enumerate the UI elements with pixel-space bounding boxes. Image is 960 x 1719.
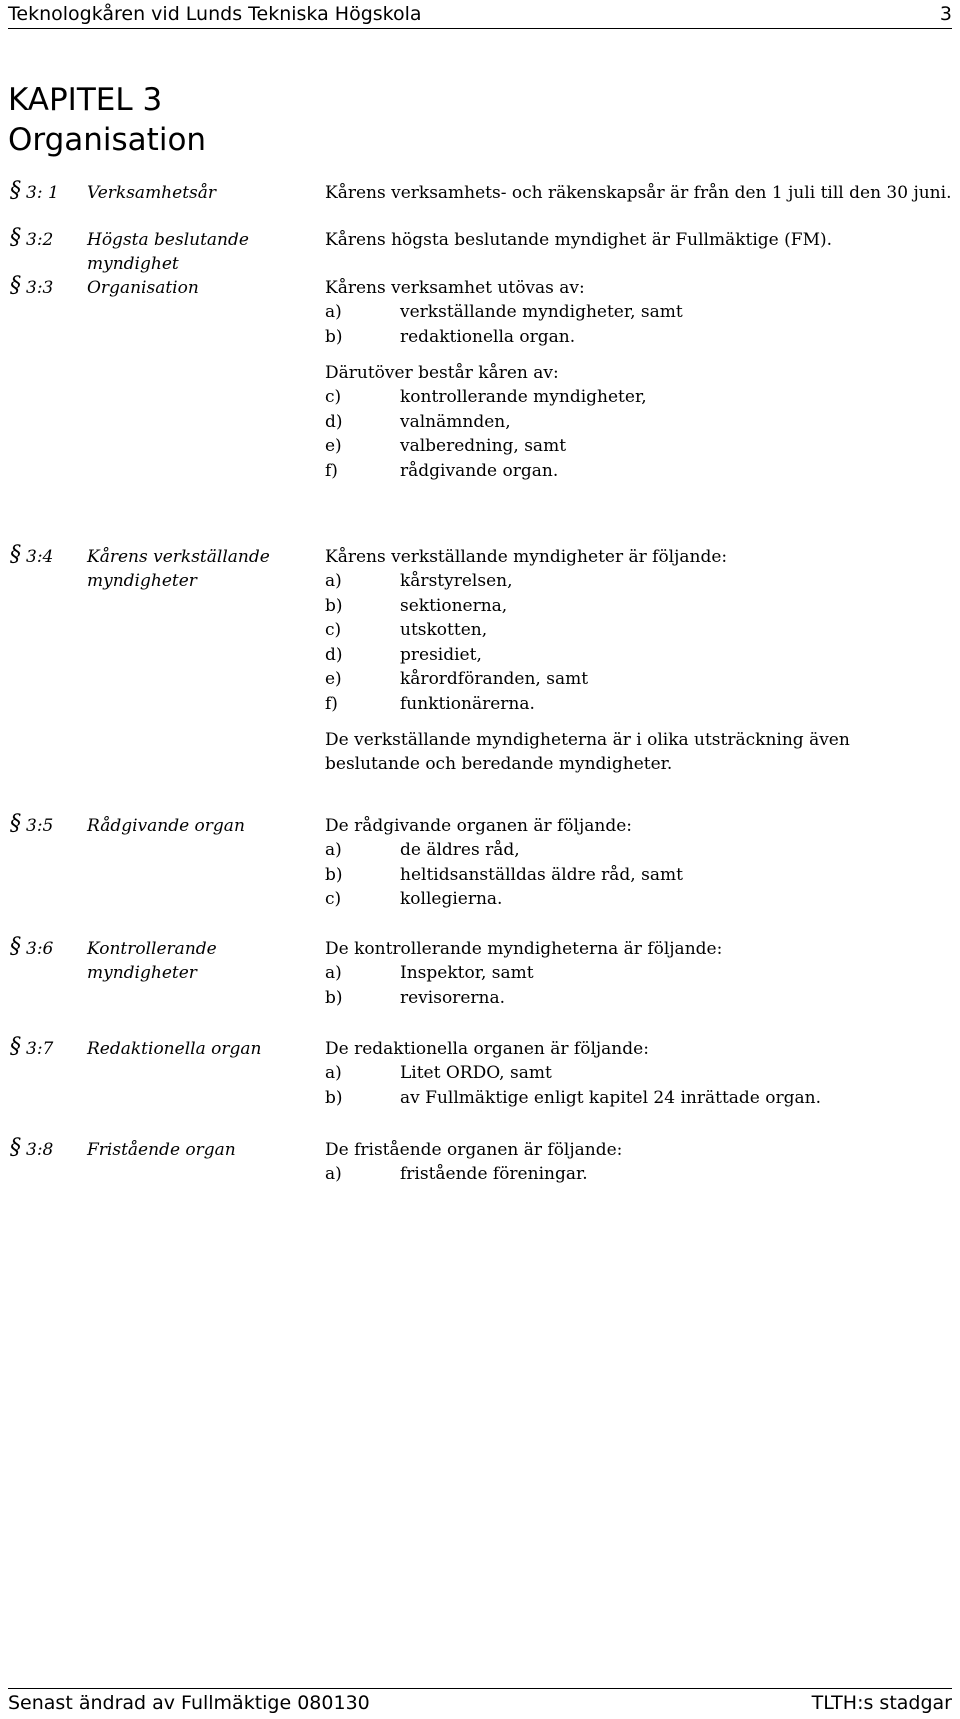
list-letter: b) <box>325 987 343 1008</box>
list-text: Litet ORDO, samt <box>400 1063 552 1083</box>
section-text: Kårens verksamhets- och räkenskapsår är från den 1 juli till den 30 juni. <box>325 183 952 203</box>
section-intro: De kontrollerande myndigheterna är följande: <box>325 939 723 959</box>
section-number: 3:2 <box>26 230 54 250</box>
section-title: Kontrollerande myndigheter <box>87 939 217 983</box>
list-text: revisorerna. <box>400 987 505 1008</box>
list-item <box>325 838 945 863</box>
list-item <box>325 459 945 484</box>
list-letter: a) <box>325 963 342 983</box>
list-item <box>325 667 945 692</box>
list-item <box>325 887 945 912</box>
section-number: 3:4 <box>26 547 54 567</box>
chapter-label: KAPITEL 3 <box>8 82 163 118</box>
section-body <box>325 228 945 252</box>
section-outro: De verkställande myndigheterna är i olika utsträckning även beslutande och beredande myndigheter. <box>325 730 850 774</box>
section-body <box>325 545 945 776</box>
section-body <box>325 937 945 1010</box>
list-letter: a) <box>325 1063 342 1083</box>
chapter-heading <box>8 80 206 160</box>
list-item <box>325 863 945 888</box>
section-number: 3:5 <box>26 816 54 836</box>
header-page-number: 3 <box>939 3 952 25</box>
section-body <box>325 1138 945 1187</box>
list-text: heltidsanställdas äldre råd, samt <box>400 864 683 885</box>
list-text: verkställande myndigheter, samt <box>400 302 683 322</box>
section-number: 3:3 <box>26 278 54 298</box>
list-text: redaktionella organ. <box>400 326 576 347</box>
organ-list <box>325 838 945 912</box>
section-intro: Därutöver består kåren av: <box>325 363 559 383</box>
footer-revision: Senast ändrad av Fullmäktige 080130 <box>8 1692 370 1714</box>
section-title: Verksamhetsår <box>87 183 217 203</box>
section-intro: Kårens verksamhet utövas av: <box>325 278 585 298</box>
list-item <box>325 594 945 619</box>
list-item <box>325 410 945 435</box>
section-title: Högsta beslutande myndighet <box>87 230 249 274</box>
section-title: Organisation <box>87 278 199 298</box>
list-text: rådgivande organ. <box>400 460 559 481</box>
list-text: kårordföranden, samt <box>400 669 589 689</box>
list-item <box>325 1061 945 1086</box>
section-number: 3:8 <box>26 1140 54 1160</box>
list-text: kollegierna. <box>400 889 503 909</box>
list-item <box>325 961 945 986</box>
list-text: funktionärerna. <box>400 693 535 714</box>
section-intro: De fristående organen är följande: <box>325 1140 623 1160</box>
list-item <box>325 618 945 643</box>
chapter-title: Organisation <box>8 122 207 158</box>
section-title: Redaktionella organ <box>87 1039 262 1059</box>
list-item <box>325 434 945 459</box>
section-body <box>325 181 952 205</box>
section-body <box>325 814 945 912</box>
paragraph-symbol: § <box>10 1135 21 1160</box>
list-item <box>325 385 945 410</box>
list-letter: a) <box>325 571 342 591</box>
list-item <box>325 643 945 668</box>
list-letter: a) <box>325 302 342 322</box>
paragraph-symbol: § <box>10 1034 21 1059</box>
section-number: 3:6 <box>26 939 54 959</box>
list-text: kårstyrelsen, <box>400 571 513 591</box>
paragraph-symbol: § <box>10 811 21 836</box>
list-letter: e) <box>325 436 342 456</box>
section-title: Kårens verkställande myndigheter <box>87 547 270 591</box>
list-text: valnämnden, <box>400 411 511 432</box>
list-letter: c) <box>325 620 342 640</box>
list-text: valberedning, samt <box>400 436 567 456</box>
list-item <box>325 1162 945 1187</box>
list-text: de äldres råd, <box>400 840 520 860</box>
list-item <box>325 1086 945 1111</box>
list-text: utskotten, <box>400 620 488 640</box>
paragraph-symbol: § <box>10 273 21 298</box>
section-body <box>325 276 945 483</box>
list-text: Inspektor, samt <box>400 963 534 983</box>
list-letter: a) <box>325 1164 342 1184</box>
organ-list <box>325 961 945 1010</box>
list-item <box>325 300 945 325</box>
paragraph-symbol: § <box>10 178 21 203</box>
section-title: Fristående organ <box>87 1140 236 1160</box>
list-letter: c) <box>325 387 342 407</box>
list-letter: d) <box>325 411 343 432</box>
section-intro: De rådgivande organen är följande: <box>325 816 632 836</box>
list-letter: b) <box>325 595 343 616</box>
list-text: av Fullmäktige enligt kapitel 24 inrättade organ. <box>400 1087 821 1108</box>
list-letter: f) <box>325 693 338 714</box>
page-header <box>8 0 952 29</box>
organ-list <box>325 300 945 349</box>
list-letter: f) <box>325 460 338 481</box>
list-text: presidiet, <box>400 644 482 665</box>
section-number: 3:7 <box>26 1039 54 1059</box>
section-body <box>325 1037 945 1110</box>
list-letter: b) <box>325 1087 343 1108</box>
paragraph-symbol: § <box>10 542 21 567</box>
organ-list <box>325 1162 945 1187</box>
paragraph-symbol: § <box>10 934 21 959</box>
page-footer <box>8 1688 952 1717</box>
list-letter: a) <box>325 840 342 860</box>
list-letter: c) <box>325 889 342 909</box>
list-letter: d) <box>325 644 343 665</box>
section-text: Kårens högsta beslutande myndighet är Fullmäktige (FM). <box>325 230 833 250</box>
organ-list <box>325 1061 945 1110</box>
list-letter: e) <box>325 669 342 689</box>
section-intro: De redaktionella organen är följande: <box>325 1039 649 1059</box>
section-number: 3: 1 <box>26 183 59 203</box>
list-text: kontrollerande myndigheter, <box>400 387 647 407</box>
section-intro: Kårens verkställande myndigheter är följande: <box>325 547 728 567</box>
footer-document-name: TLTH:s stadgar <box>811 1692 952 1714</box>
paragraph-symbol: § <box>10 225 21 250</box>
list-item <box>325 692 945 717</box>
list-item <box>325 569 945 594</box>
section-title: Rådgivande organ <box>87 816 245 836</box>
list-letter: b) <box>325 326 343 347</box>
organ-list <box>325 385 945 483</box>
list-text: fristående föreningar. <box>400 1164 588 1184</box>
list-letter: b) <box>325 864 343 885</box>
header-organization: Teknologkåren vid Lunds Tekniska Högskola <box>8 3 422 25</box>
list-item <box>325 986 945 1011</box>
list-text: sektionerna, <box>400 595 508 616</box>
organ-list <box>325 569 945 716</box>
list-item <box>325 325 945 350</box>
